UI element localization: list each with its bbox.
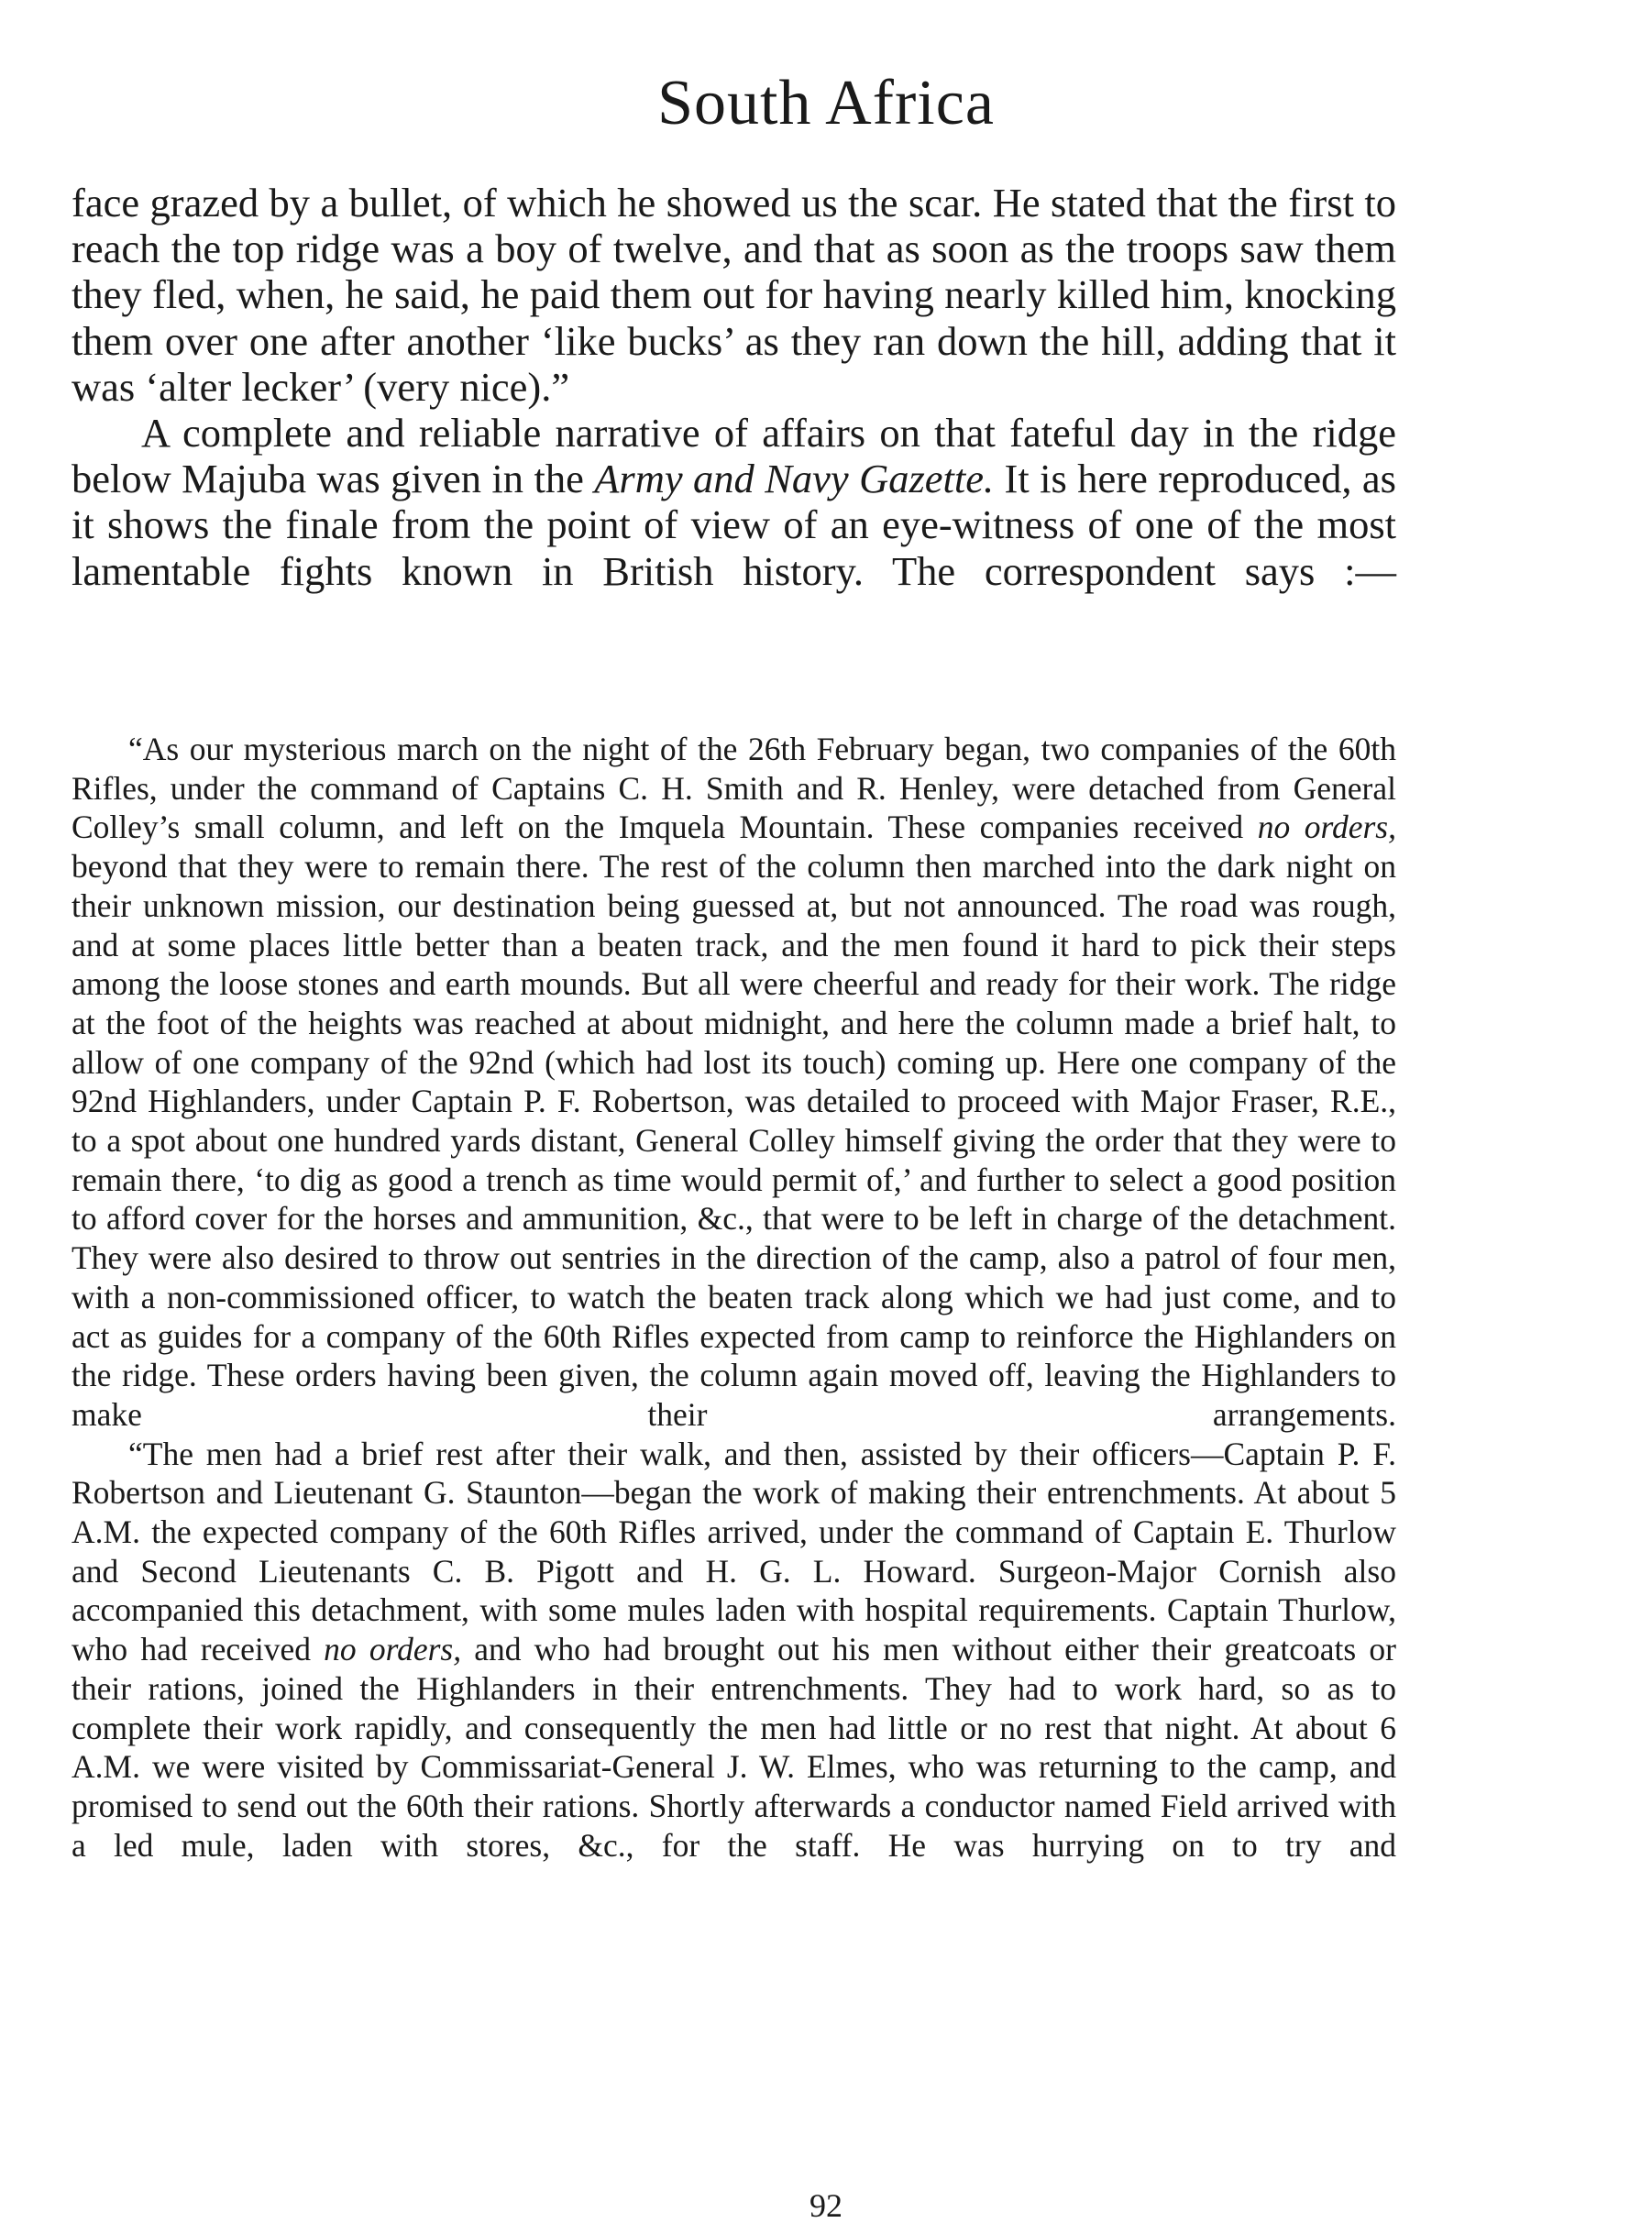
emphasis: no orders, <box>1257 809 1397 846</box>
text-run: A complete and reliable narrative of affairs on that fateful day in the ridge below Majuba was given in the <box>72 410 1396 502</box>
text-run: and who had brought out his men without either their greatcoats or their rations, joined the Highlanders in their entrenchments. They had to work hard, so as to complete their work rapidly, and consequently the men had little or no rest that night. At about 6 A.M. we were visited by Commissariat-General J. W. Elmes, who was returning to the camp, and promised to send out the 60th their rations. Shortly afterwards a conductor named Field arrived with a led mule, laden with stores, &c., for the staff. He was hurrying on to try and <box>72 1631 1396 1864</box>
quote-paragraph <box>72 1435 1396 1865</box>
quoted-passage <box>72 730 1396 1865</box>
text-run: “As our mysterious march on the night of the 26th February began, two companies of the 60th Rifles, under the command of Captains C. H. Smith and R. Henley, were detached from General Colley’s small column, and left on the Imquela Mountain. These companies received <box>72 731 1396 846</box>
page-title: South Africa <box>657 68 995 138</box>
text-run: “The men had a brief rest after their walk, and then, assisted by their officers—Captain P. F. Robertson and Lieutenant G. Staunton—began the work of making their entrenchments. At about 5 A.M. the expected company of the 60th Rifles arrived, under the command of Captain E. Thurlow and Second Lieutenants C. B. Pigott and H. G. L. Howard. Surgeon-Major Cornish also accompanied this detachment, with some mules laden with hospital requirements. Captain Thurlow, who had received <box>72 1435 1396 1668</box>
emphasis: no orders, <box>324 1631 462 1668</box>
page-number: 92 <box>809 2187 843 2224</box>
paragraph <box>72 410 1396 594</box>
publication-title: Army and Navy Gazette. <box>594 456 995 502</box>
text-run: beyond that they were to remain there. The rest of the column then marched into the dark night on their unknown mission, our destination being guessed at, but not announced. The road was rough, and at some places little better than a beaten track, and the men found it hard to pick their steps among the loose stones and earth mounds. But all were cheerful and ready for their work. The ridge at the foot of the heights was reached at about midnight, and here the column made a brief halt, to allow of one company of the 92nd (which had lost its touch) coming up. Here one company of the 92nd Highlanders, under Captain P. F. Robertson, was detailed to proceed with Major Fraser, R.E., to a spot about one hundred yards distant, General Colley himself giving the order that they were to remain there, ‘to dig as good a trench as time would permit of,’ and further to select a good position to afford cover for the horses and ammunition, &c., that were to be left in charge of the detachment. They were also desired to throw out sentries in the direction of the camp, also a patrol of four men, with a non-commissioned officer, to watch the beaten track along which we had just come, and to act as guides for a company of the 60th Rifles expected from camp to reinforce the Highlanders on the ridge. These orders having been given, the column again moved off, leaving the Highlanders to make their arrangements. <box>72 848 1396 1433</box>
text-run: It is here reproduced, as it shows the finale from the point of view of an eye-witness of one of the most lamentable fights known in British history. The correspondent says :— <box>72 456 1396 594</box>
body-text <box>72 180 1396 594</box>
quote-paragraph <box>72 730 1396 1435</box>
paragraph: face grazed by a bullet, of which he showed us the scar. He stated that the first to reach the top ridge was a boy of twelve, and that as soon as the troops saw them they fled, when, he said, he paid them out for having nearly killed him, knocking them over one after another ‘like bucks’ as they ran down the hill, adding that it was ‘alter lecker’ (very nice).” <box>72 180 1396 410</box>
